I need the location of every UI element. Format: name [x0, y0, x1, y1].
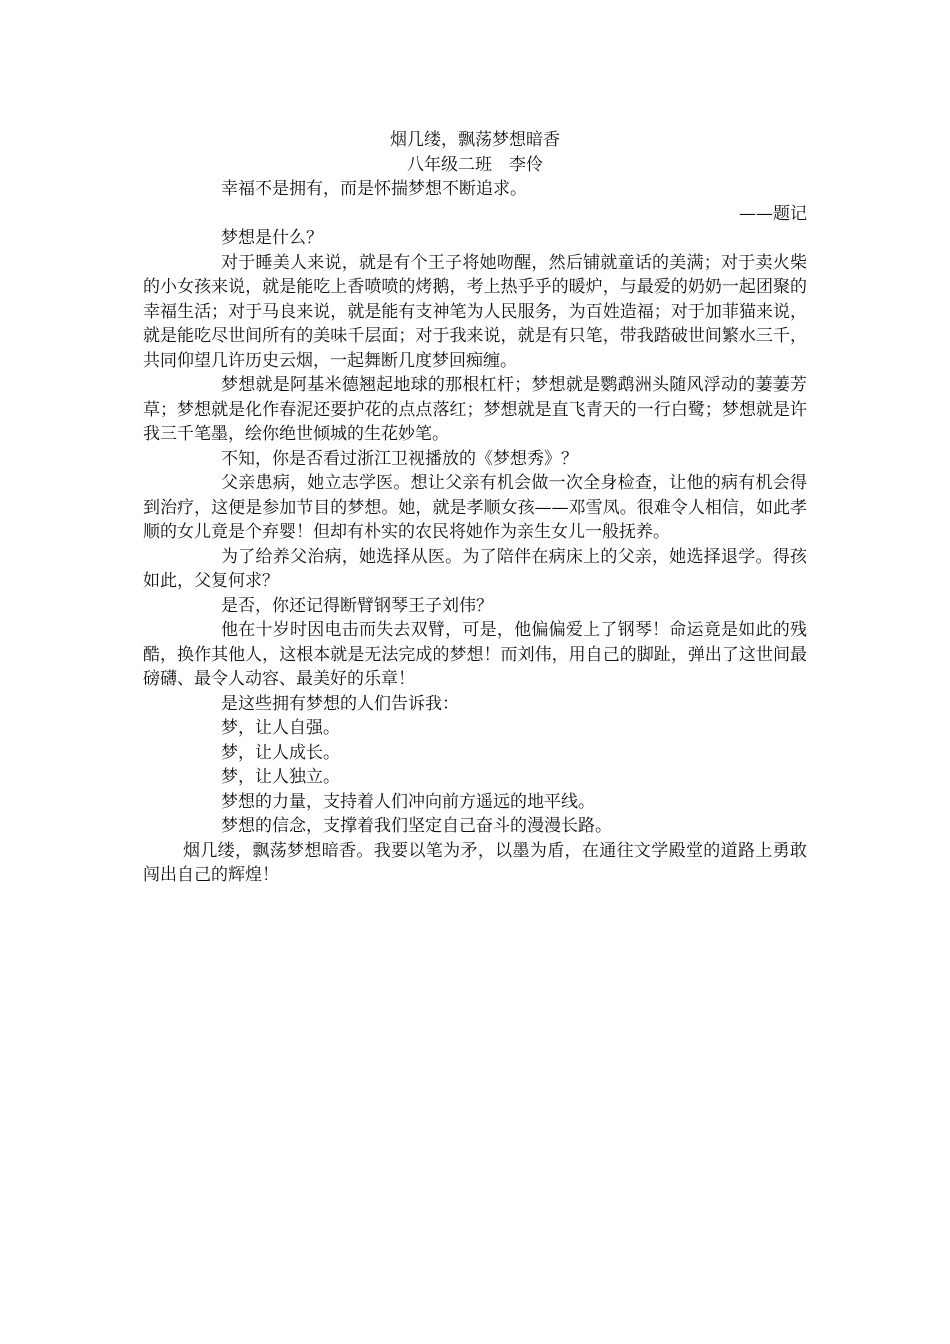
paragraph: 梦想是什么？ — [221, 228, 323, 248]
epigraph: 幸福不是拥有，而是怀揣梦想不断追求。 — [221, 179, 527, 199]
paragraph: 是否，你还记得断臂钢琴王子刘伟？ — [221, 595, 493, 616]
paragraph: 是这些拥有梦想的人们告诉我： — [221, 693, 459, 714]
essay-page — [143, 128, 807, 888]
essay-title: 烟几缕，飘荡梦想暗香 — [390, 130, 560, 150]
paragraph: 梦想就是阿基米德翘起地球的那根杠杆；梦想就是鹦鹉洲头随风浮动的萋萋芳草；梦想就是化作春泥还要护花的点点落红；梦想就是直飞青天的一行白鹭；梦想就是许我三千笔墨，绘你绝世倾城的生花妙笔。 — [143, 375, 807, 444]
paragraph: 梦，让人独立。 — [221, 767, 340, 787]
paragraph: 不知，你是否看过浙江卫视播放的《梦想秀》？ — [221, 448, 578, 469]
paragraph: 梦想的力量，支持着人们冲向前方遥远的地平线。 — [221, 791, 595, 812]
closing-paragraph: 烟几缕，飘荡梦想暗香。我要以笔为矛，以墨为盾，在通往文学殿堂的道路上勇敢闯出自己的辉煌！ — [143, 840, 807, 885]
paragraph: 梦，让人自强。 — [221, 718, 340, 738]
epigraph-source: ——题记 — [739, 203, 807, 224]
author-byline: 八年级二班 李伶 — [407, 154, 543, 175]
paragraph: 父亲患病，她立志学医。想让父亲有机会做一次全身检查，让他的病有机会得到治疗，这便是参加节目的梦想。她，就是孝顺女孩——邓雪凤。很难令人相信，如此孝顺的女儿竟是个弃婴！但却有朴实的农民将她作为亲生女儿一般抚养。 — [143, 473, 807, 542]
paragraph: 梦想的信念，支撑着我们坚定自己奋斗的漫漫长路。 — [221, 816, 612, 836]
paragraph: 对于睡美人来说，就是有个王子将她吻醒，然后铺就童话的美满；对于卖火柴的小女孩来说，就是能吃上香喷喷的烤鹅，考上热乎乎的暖炉，与最爱的奶奶一起团聚的幸福生活；对于马良来说，就是能有支神笔为人民服务，为百姓造福；对于加菲猫来说，就是能吃尽世间所有的美味千层面；对于我来说，就是有只笔，带我踏破世间繁水三千，共同仰望几许历史云烟，一起舞断几度梦回痴缠。 — [143, 252, 807, 371]
paragraph: 为了给养父治病，她选择从医。为了陪伴在病床上的父亲，她选择退学。得孩如此，父复何求？ — [143, 546, 807, 591]
paragraph: 他在十岁时因电击而失去双臂，可是，他偏偏爱上了钢琴！命运竟是如此的残酷，换作其他人，这根本就是无法完成的梦想！而刘伟，用自己的脚趾，弹出了这世间最磅礴、最令人动容、最美好的乐章！ — [143, 620, 807, 689]
paragraph: 梦，让人成长。 — [221, 742, 340, 763]
